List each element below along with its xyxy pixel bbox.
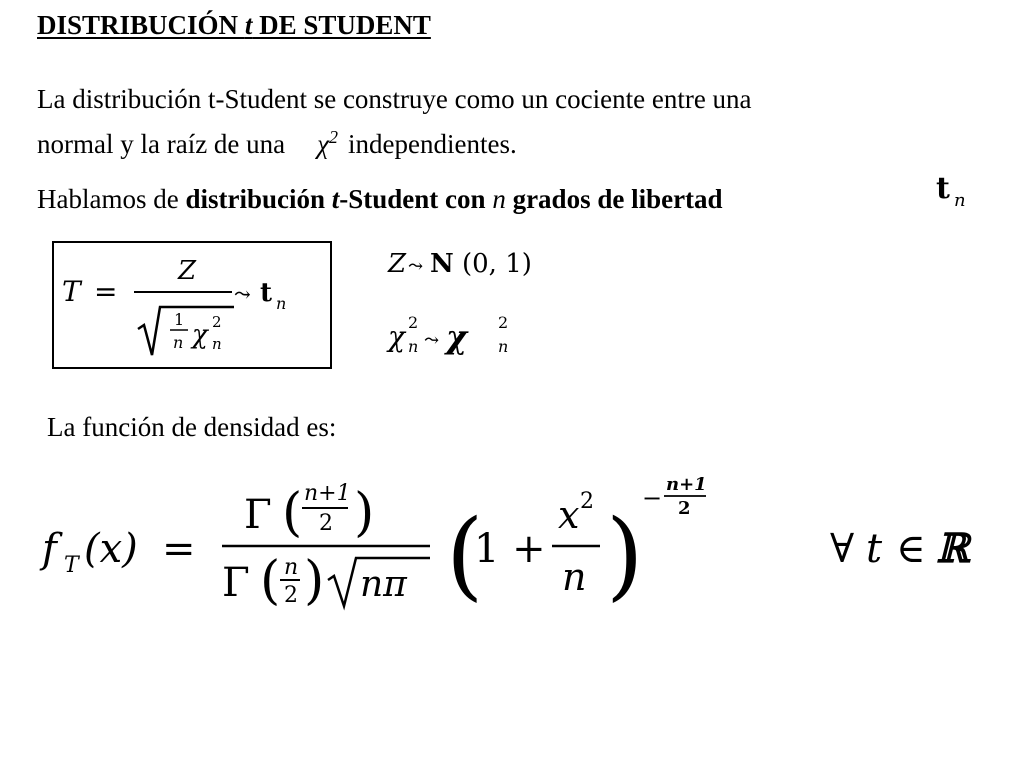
svg-text:(: (	[282, 483, 303, 543]
svg-text:(x): (x)	[84, 526, 138, 572]
t-n-symbol	[932, 172, 982, 212]
svg-text:n: n	[562, 555, 587, 599]
svg-text:Z: Z	[178, 256, 197, 286]
svg-text:2: 2	[580, 489, 594, 514]
density-formula	[38, 470, 998, 620]
svg-text:n: n	[173, 333, 184, 352]
chi-squared-formula	[386, 306, 536, 362]
svg-text:χ: χ	[446, 318, 468, 356]
svg-text:χ: χ	[388, 320, 405, 353]
svg-text:t: t	[936, 172, 950, 206]
svg-text:2: 2	[678, 498, 691, 519]
svg-text:T: T	[64, 553, 79, 578]
svg-text:n: n	[498, 337, 509, 356]
svg-text:ℝ: ℝ	[936, 525, 970, 572]
svg-text:=: =	[94, 275, 118, 308]
svg-text:Γ: Γ	[244, 492, 272, 538]
svg-text:⤳: ⤳	[408, 256, 424, 277]
svg-text:t: t	[866, 526, 883, 572]
svg-text:): )	[304, 551, 325, 611]
degrees-of-freedom-line: Hablamos de distribución t-Student con n grados de libertad	[37, 184, 723, 214]
svg-text:2: 2	[498, 313, 509, 332]
svg-text:=: =	[162, 526, 196, 572]
svg-text:n: n	[276, 294, 287, 313]
z-normal-formula	[386, 242, 566, 286]
svg-text:Z: Z	[388, 249, 407, 279]
svg-text:n: n	[212, 335, 222, 353]
svg-text:n: n	[408, 337, 419, 356]
svg-text:n: n	[284, 555, 299, 580]
svg-text:nπ: nπ	[360, 564, 407, 605]
svg-text:χ: χ	[192, 320, 208, 350]
svg-text:n: n	[954, 190, 966, 211]
svg-text:2: 2	[284, 583, 298, 608]
svg-text:x: x	[558, 493, 580, 537]
svg-text:n+1: n+1	[304, 481, 351, 506]
svg-text:⤳: ⤳	[424, 330, 440, 351]
svg-text:f: f	[42, 526, 57, 572]
svg-text:2: 2	[212, 313, 222, 331]
svg-text:(: (	[260, 551, 281, 611]
svg-text:N: N	[430, 249, 454, 279]
svg-text:Γ: Γ	[222, 560, 250, 606]
svg-text:−: −	[642, 484, 663, 512]
svg-text:∀: ∀	[830, 526, 855, 572]
svg-text:n+1: n+1	[666, 474, 707, 495]
svg-text:T: T	[62, 275, 81, 308]
svg-text:): )	[354, 483, 375, 543]
intro-line-2: normal y la raíz de una $\chi^2$ independientes.	[37, 127, 517, 159]
t-definition-formula	[56, 245, 328, 365]
density-label: La función de densidad es:	[47, 412, 337, 442]
slide-title: DISTRIBUCIÓN t DE STUDENT	[37, 10, 431, 40]
svg-text:1: 1	[174, 310, 185, 329]
svg-text:2: 2	[408, 313, 419, 332]
svg-text:(: (	[446, 499, 484, 611]
chi-squared-symbol: $\chi^2$	[317, 127, 339, 159]
svg-text:(0, 1): (0, 1)	[462, 249, 532, 279]
svg-text:t: t	[260, 278, 273, 308]
svg-text:∈: ∈	[896, 526, 926, 572]
svg-text:2: 2	[319, 511, 333, 536]
svg-text:⤳: ⤳	[234, 282, 251, 306]
svg-text:1 +: 1 +	[474, 526, 546, 572]
svg-text:): )	[606, 499, 644, 611]
intro-line-1: La distribución t-Student se construye como un cociente entre una	[37, 84, 752, 114]
